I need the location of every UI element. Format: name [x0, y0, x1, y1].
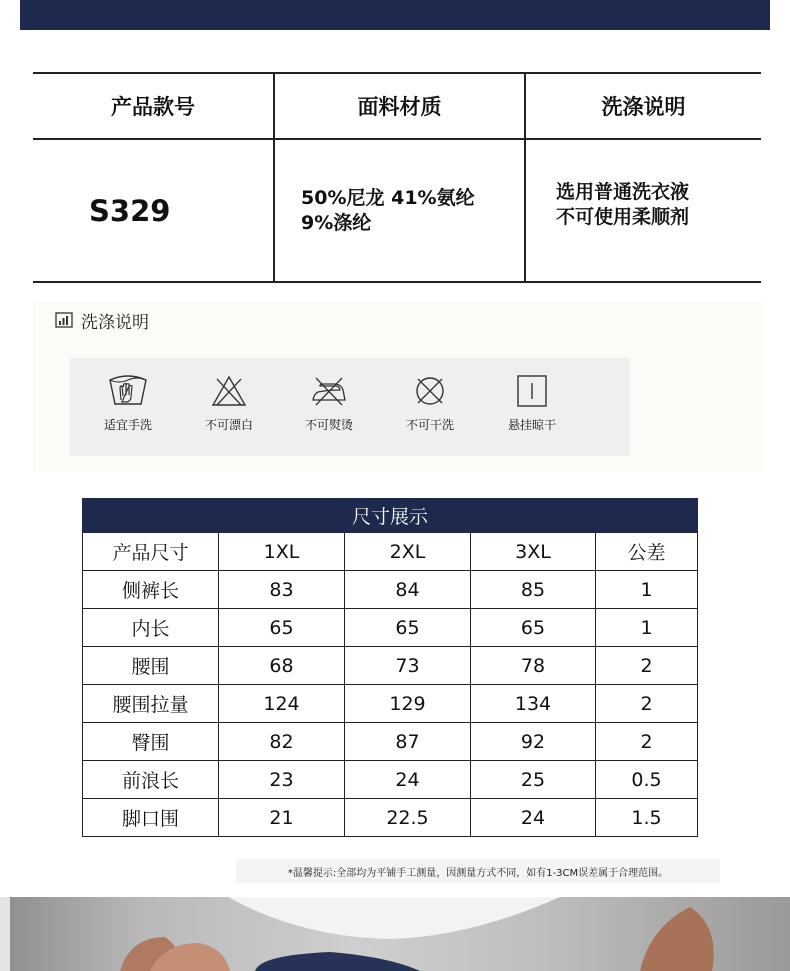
table-cell: 1 — [596, 571, 698, 609]
size-table — [82, 498, 698, 837]
measurement-note: *温馨提示:全部均为平铺手工测量，因测量方式不同，如有1-3CM误差属于合理范围。 — [236, 859, 720, 883]
table-cell: 87 — [345, 723, 471, 761]
care-item — [86, 374, 170, 433]
column-header: 公差 — [596, 533, 698, 571]
wash-line: 选用普通洗衣液 — [556, 181, 690, 203]
size-table-caption: 尺寸展示 — [83, 499, 698, 533]
header-wash: 洗涤说明 — [601, 95, 686, 119]
table-cell: 2 — [596, 647, 698, 685]
table-cell: 129 — [345, 685, 471, 723]
row-label: 腰围 — [83, 647, 219, 685]
table-cell: 83 — [219, 571, 345, 609]
material-line: 50%尼龙 41%氨纶 — [301, 186, 475, 209]
row-label: 内长 — [83, 609, 219, 647]
table-cell: 124 — [219, 685, 345, 723]
care-label: 适宜手洗 — [103, 418, 152, 432]
care-label: 不可熨烫 — [304, 418, 353, 432]
table-cell: 84 — [345, 571, 471, 609]
table-cell: 1 — [596, 609, 698, 647]
table-row — [83, 609, 698, 647]
table-row — [83, 761, 698, 799]
wash-instructions-panel — [33, 302, 763, 472]
model-photo-illustration — [0, 897, 790, 971]
table-cell: 2 — [596, 685, 698, 723]
model-photo — [0, 897, 790, 971]
column-header: 产品尺寸 — [83, 533, 219, 571]
header-material: 面料材质 — [357, 95, 442, 119]
table-cell: 92 — [471, 723, 596, 761]
wash-section-title — [55, 308, 149, 332]
care-item — [388, 374, 472, 433]
table-cell: 2 — [596, 723, 698, 761]
table-cell: 82 — [219, 723, 345, 761]
top-banner — [20, 0, 770, 30]
table-header-row — [83, 533, 698, 571]
chart-icon — [55, 312, 73, 328]
row-label: 前浪长 — [83, 761, 219, 799]
table-cell: 73 — [345, 647, 471, 685]
wash-section-title-text: 洗涤说明 — [81, 312, 149, 333]
header-model: 产品款号 — [111, 95, 195, 119]
product-info-table — [33, 72, 761, 283]
care-item — [287, 374, 371, 433]
no-iron-icon — [308, 374, 350, 408]
material-cell — [275, 140, 524, 281]
material-line: 9%涤纶 — [301, 211, 372, 234]
table-cell: 24 — [345, 761, 471, 799]
row-label: 臀围 — [83, 723, 219, 761]
care-item — [490, 374, 574, 433]
wash-cell — [526, 140, 761, 281]
table-cell: 68 — [219, 647, 345, 685]
row-label: 侧裤长 — [83, 571, 219, 609]
model-number: S329 — [89, 193, 171, 228]
table-cell: 0.5 — [596, 761, 698, 799]
table-cell: 85 — [471, 571, 596, 609]
table-cell: 78 — [471, 647, 596, 685]
table-row — [83, 799, 698, 837]
table-row — [83, 685, 698, 723]
care-label: 不可漂白 — [204, 418, 253, 432]
column-header: 1XL — [219, 533, 345, 571]
table-cell: 21 — [219, 799, 345, 837]
table-row — [83, 647, 698, 685]
column-header: 3XL — [471, 533, 596, 571]
table-cell: 25 — [471, 761, 596, 799]
table-cell: 65 — [219, 609, 345, 647]
row-label: 腰围拉量 — [83, 685, 219, 723]
care-label: 悬挂晾干 — [507, 418, 556, 432]
care-item — [187, 374, 271, 433]
hang-dry-icon — [511, 374, 553, 408]
table-cell: 22.5 — [345, 799, 471, 837]
table-cell: 65 — [471, 609, 596, 647]
hand-wash-icon — [107, 374, 149, 408]
care-label: 不可干洗 — [405, 418, 454, 432]
no-dry-clean-icon — [409, 374, 451, 408]
table-cell: 1.5 — [596, 799, 698, 837]
wash-line: 不可使用柔顺剂 — [556, 206, 690, 228]
table-cell: 23 — [219, 761, 345, 799]
table-row — [83, 723, 698, 761]
table-cell: 24 — [471, 799, 596, 837]
table-cell: 134 — [471, 685, 596, 723]
table-cell: 65 — [345, 609, 471, 647]
no-bleach-icon — [208, 374, 250, 408]
column-header: 2XL — [345, 533, 471, 571]
table-row — [83, 571, 698, 609]
row-label: 脚口围 — [83, 799, 219, 837]
care-icons-box — [70, 358, 630, 456]
